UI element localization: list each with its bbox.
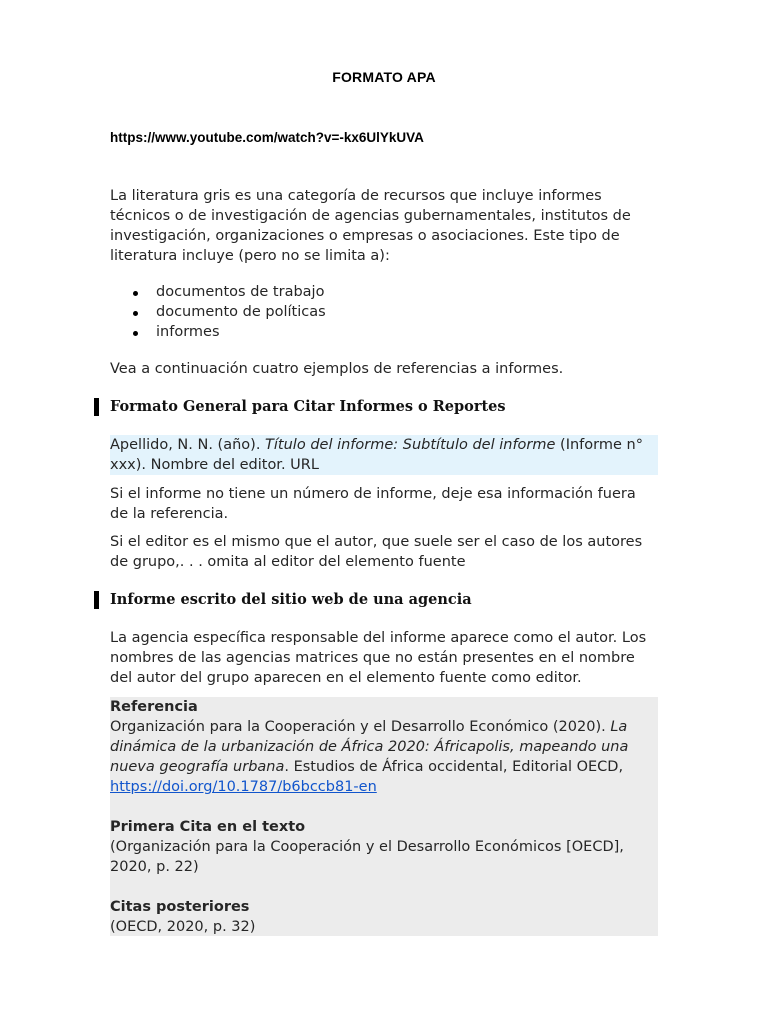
- doi-link[interactable]: https://doi.org/10.1787/b6bccb81-en: [110, 779, 377, 795]
- section-heading-text: Informe escrito del sitio web de una agencia: [110, 591, 472, 608]
- note-group-author: Si el editor es el mismo que el autor, que suele ser el caso de los autores de grupo,. . . omita al editor del elemento fuente: [110, 534, 643, 570]
- reference-label: Referencia: [110, 699, 198, 715]
- section-heading-general-format: [94, 397, 506, 417]
- reference-entry: [110, 717, 658, 797]
- section-heading-agency-report: [94, 590, 472, 610]
- format-author-year: Apellido, N. N. (año).: [110, 437, 266, 453]
- general-format-box: [110, 435, 658, 475]
- document-title: FORMATO APA: [332, 69, 436, 85]
- literature-type-list: [110, 282, 326, 342]
- first-cite-label: Primera Cita en el texto: [110, 819, 306, 835]
- section-heading-text: Formato General para Citar Informes o Reportes: [110, 398, 506, 415]
- format-publisher: (Informe n° xxx). Nombre del editor. URL: [110, 437, 643, 473]
- heading-bar: [94, 398, 99, 416]
- first-cite-text: (Organización para la Cooperación y el Desarrollo Económicos [OECD], 2020, p. 22): [110, 839, 624, 875]
- intro-paragraph: La literatura gris es una categoría de recursos que incluye informes técnicos o de investigación de agencias gubernamentales, institutos de investigación, organizaciones o empresas o asociaciones. Este tipo de literatura incluye (pero no se limita a):: [110, 188, 631, 264]
- agency-description: La agencia específica responsable del informe aparece como el autor. Los nombres de las agencias matrices que no están presentes en el nombre del autor del grupo aparecen en el elemento fuente como editor.: [110, 630, 647, 686]
- list-item: documento de políticas: [110, 302, 326, 322]
- format-title: Título del informe: Subtítulo del informe: [265, 437, 556, 453]
- later-cite-text: (OECD, 2020, p. 32): [110, 919, 256, 935]
- later-cite-label: Citas posteriores: [110, 899, 250, 915]
- list-item: documentos de trabajo: [110, 282, 326, 302]
- heading-bar: [94, 591, 99, 609]
- reference-author: Organización para la Cooperación y el Desarrollo Económico (2020).: [110, 719, 611, 735]
- reference-publisher: . Estudios de África occidental, Editorial OECD,: [284, 759, 624, 775]
- youtube-link[interactable]: https://www.youtube.com/watch?v=-kx6UlYkUVA: [110, 130, 424, 145]
- list-item: informes: [110, 322, 326, 342]
- reference-title: La dinámica de la urbanización de África 2020: Áfricapolis, mapeando una nueva geografía urbana: [110, 719, 629, 775]
- examples-intro: Vea a continuación cuatro ejemplos de referencias a informes.: [110, 361, 564, 377]
- example-box: [110, 697, 658, 936]
- note-report-number: Si el informe no tiene un número de informe, deje esa información fuera de la referencia.: [110, 486, 636, 522]
